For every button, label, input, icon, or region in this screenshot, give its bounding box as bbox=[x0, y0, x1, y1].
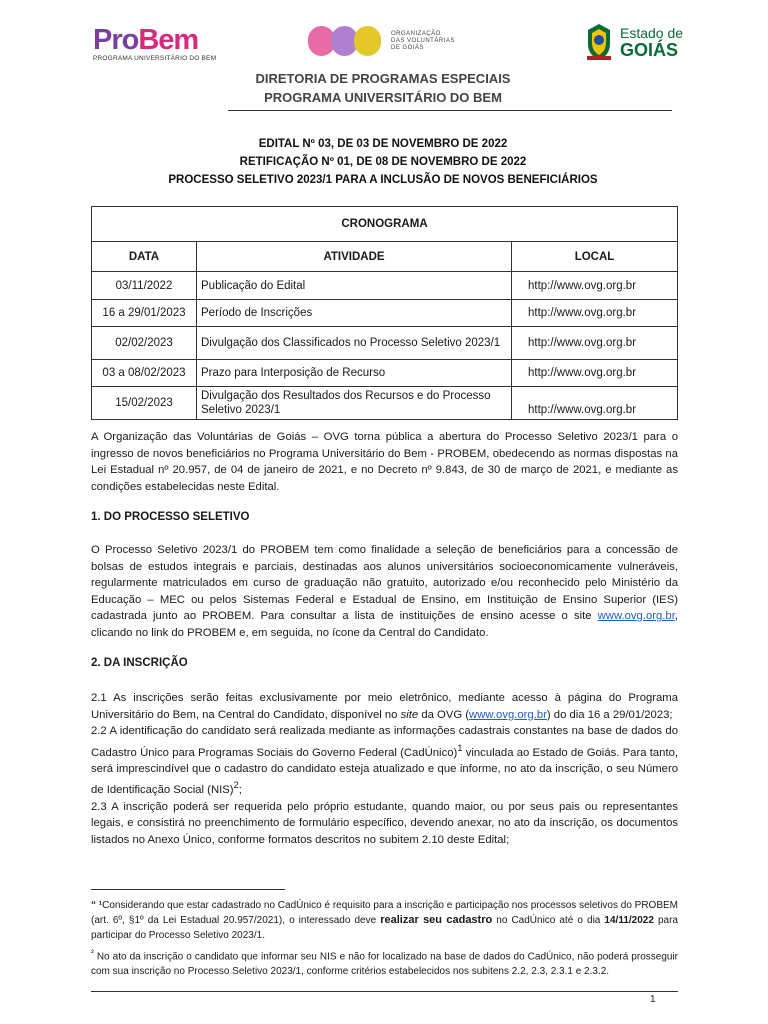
ovg-logo-line2: DAS VOLUNTÁRIAS bbox=[391, 37, 455, 44]
subitem-2-2-text-c: ; bbox=[238, 784, 242, 797]
subitem-2-1-text-b: da OVG ( bbox=[418, 708, 470, 721]
footnote-1 bbox=[91, 898, 678, 943]
footnote-2-mark: ² bbox=[91, 947, 94, 957]
footnote-1-text-b: no CadÚnico até o dia bbox=[492, 915, 605, 926]
page-footer-rule bbox=[91, 991, 678, 992]
subitem-2-1-text-c: ) do dia 16 a 29/01/2023; bbox=[546, 708, 673, 721]
probem-logo-part2: Bem bbox=[138, 24, 199, 56]
ovg-logo-line1: ORGANIZAÇÃO bbox=[391, 30, 441, 37]
section1-title: 1. DO PROCESSO SELETIVO bbox=[91, 511, 250, 523]
section1-text-before: O Processo Seletivo 2023/1 do PROBEM tem como finalidade a seleção de beneficiários para a concessão de bolsas de estudos integrais e parciais, destinadas aos alunos universitários socioeconomicamente vulneráveis, regularmente matriculados em curso de graduação não gratuito, autorizado e/ou reconhecido pelo Ministério da Educação – MEC ou pelos Sistemas Federal e Estadual de Ensino, em Instituição de Ensino Superior (IES) cadastrada junto ao PROBEM. Para consultar a lista de instituições de ensino acesse o site bbox=[91, 544, 678, 622]
footnote-rule bbox=[91, 889, 285, 890]
cell-atividade: Divulgação dos Classificados no Processo Seletivo 2023/1 bbox=[197, 327, 512, 360]
ovg-logo-mark bbox=[308, 26, 377, 56]
subitem-2-1-text-a: 2.1 As inscrições serão feitas exclusivamente por meio eletrônico, mediante acesso à página do Programa Universitário do Bem, na Central do Candidato, disponível no bbox=[91, 692, 678, 721]
edital-retificacao: RETIFICAÇÃO Nº 01, DE 08 DE NOVEMBRO DE 2022 bbox=[239, 156, 527, 168]
footnote-1-bold-date: 14/11/2022 bbox=[604, 915, 654, 926]
subitem-2-2 bbox=[91, 723, 678, 799]
cell-data: 15/02/2023 bbox=[92, 387, 197, 420]
footnote-ref-2[interactable]: 2 bbox=[233, 779, 239, 791]
subitem-2-3: 2.3 A inscrição poderá ser requerida pelo próprio estudante, quando maior, ou por seus pais ou representantes legais, e consistirá no preenchimento de formulário específico, devendo anexar, no ato da inscrição, os documentos listados no Anexo Único, conforme formatos descritos no subitem 2.10 deste Edital; bbox=[91, 800, 678, 846]
header-rule bbox=[228, 110, 672, 111]
cell-atividade: Divulgação dos Resultados dos Recursos e do Processo Seletivo 2023/1 bbox=[197, 387, 512, 420]
cell-local: http://www.ovg.org.br bbox=[512, 360, 678, 387]
ovg-logo bbox=[308, 26, 455, 56]
table-row bbox=[92, 387, 678, 420]
table-row bbox=[92, 360, 678, 387]
edital-subtitle: PROCESSO SELETIVO 2023/1 PARA A INCLUSÃO DE NOVOS BENEFICIÁRIOS bbox=[168, 174, 598, 186]
ovg-site-link-inscricao[interactable]: www.ovg.org.br bbox=[469, 708, 547, 721]
goias-logo-line1: Estado de bbox=[620, 24, 684, 41]
subitem-2-2-text-b: vinculada ao Estado de Goiás. Para tanto, será imprescindível que o cadastro do candidato esteja atualizado e que informe, no ato da inscrição, o seu Número de Identificação Social (NIS) bbox=[91, 746, 679, 797]
subitem-2-1 bbox=[91, 690, 678, 723]
goias-crest-icon bbox=[584, 22, 614, 62]
cell-atividade: Período de Inscrições bbox=[197, 300, 512, 327]
table-row bbox=[92, 300, 678, 327]
goias-logo bbox=[584, 22, 683, 62]
cell-local: http://www.ovg.org.br bbox=[512, 300, 678, 327]
cell-local: http://www.ovg.org.br bbox=[512, 387, 678, 420]
edital-title: EDITAL Nº 03, DE 03 DE NOVEMBRO DE 2022 bbox=[258, 138, 508, 150]
footnote-1-text-a: Considerando que estar cadastrado no CadÚnico é requisito para a inscrição e participação nos processos seletivos do PROBEM (art. 6º, §1º da Lei Estadual 20.957/2021), o interessado deve bbox=[91, 900, 678, 926]
footnote-2-text: No ato da inscrição o candidato que informar seu NIS e não for localizado na base de dados do CadÚnico, não poderá prosseguir com sua inscrição no Processo Seletivo 2023/1, conforme critérios estabelecidos nos subitens 2.2, 2.3, 2.3.1 e 2.3.2. bbox=[91, 951, 678, 978]
cronograma-table bbox=[91, 206, 678, 420]
probem-logo-part1: Pro bbox=[93, 24, 139, 56]
ovg-site-link[interactable]: www.ovg.org.br bbox=[597, 610, 675, 622]
footnote-1-mark: “ ¹ bbox=[91, 900, 103, 911]
table-row bbox=[92, 272, 678, 300]
cell-data: 02/02/2023 bbox=[92, 327, 197, 360]
section2-paragraphs bbox=[91, 690, 678, 848]
cell-atividade: Prazo para Interposição de Recurso bbox=[197, 360, 512, 387]
cell-local: http://www.ovg.org.br bbox=[512, 327, 678, 360]
footnote-1-bold-cadastro: realizar seu cadastro bbox=[380, 914, 493, 926]
cronograma-title: CRONOGRAMA bbox=[92, 207, 678, 242]
cell-local: http://www.ovg.org.br bbox=[512, 272, 678, 300]
subitem-2-1-site-word: site bbox=[400, 708, 419, 721]
col-header-data: DATA bbox=[92, 242, 197, 272]
cell-data: 03 a 08/02/2023 bbox=[92, 360, 197, 387]
probem-logo-subtitle: PROGRAMA UNIVERSITÁRIO DO BEM bbox=[93, 55, 217, 62]
col-header-atividade: ATIVIDADE bbox=[197, 242, 512, 272]
footnote-2 bbox=[91, 945, 678, 979]
header-program: PROGRAMA UNIVERSITÁRIO DO BEM bbox=[264, 90, 502, 105]
cell-atividade: Publicação do Edital bbox=[197, 272, 512, 300]
section1-paragraph bbox=[91, 542, 678, 641]
goias-logo-line2: GOIÁS bbox=[620, 39, 679, 60]
footnote-1-text-c: para participar do Processo Seletivo 2023/1. bbox=[91, 915, 678, 941]
cell-data: 03/11/2022 bbox=[92, 272, 197, 300]
ovg-logo-line3: DE GOIÁS bbox=[391, 44, 425, 51]
subitem-2-2-text-a: 2.2 A identificação do candidato será realizada mediante as informações cadastrais constantes na base de dados do Cadastro Único para Programas Sociais do Governo Federal (CadÚnico) bbox=[91, 725, 678, 759]
footnote-ref-1[interactable]: 1 bbox=[457, 741, 463, 753]
probem-logo bbox=[93, 26, 216, 62]
cell-data: 16 a 29/01/2023 bbox=[92, 300, 197, 327]
section1-text-after: , clicando no link do PROBEM e, em seguida, no ícone da Central do Candidato. bbox=[91, 610, 678, 639]
header-directorate: DIRETORIA DE PROGRAMAS ESPECIAIS bbox=[255, 71, 511, 86]
col-header-local: LOCAL bbox=[512, 242, 678, 272]
page-number: 1 bbox=[650, 994, 656, 1005]
intro-paragraph: A Organização das Voluntárias de Goiás – OVG torna pública a abertura do Processo Seletivo 2023/1 para o ingresso de novos beneficiários no Programa Universitário do Bem - PROBEM, obedecendo as normas dispostas na Lei Estadual nº 20.957, de 04 de janeiro de 2021, e no Decreto nº 9.843, de 30 de março de 2021, e mediante as condições estabelecidas neste Edital. bbox=[91, 431, 678, 493]
table-row bbox=[92, 327, 678, 360]
section2-title: 2. DA INSCRIÇÃO bbox=[91, 657, 188, 669]
